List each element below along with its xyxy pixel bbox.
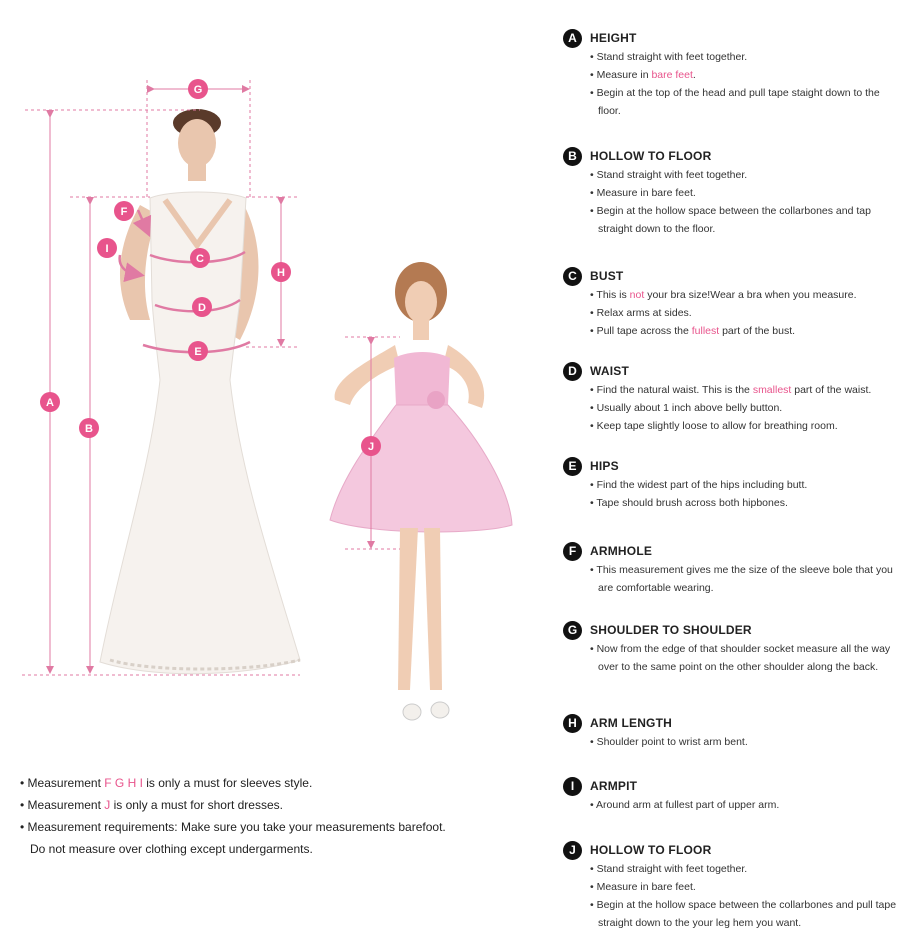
section-title: HOLLOW TO FLOOR <box>590 149 712 163</box>
bullet: • Stand straight with feet together. <box>590 169 748 181</box>
measurement-illustration <box>0 0 560 760</box>
section-armhole <box>563 541 903 597</box>
section-title: ARMHOLE <box>590 544 653 558</box>
bullet: • Find the widest part of the hips including butt. <box>590 479 808 491</box>
badge-g <box>188 79 208 99</box>
section-title: BUST <box>590 269 624 283</box>
bullet: • Begin at the top of the head and pull tape staight down to the floor. <box>590 87 880 117</box>
bride-figure <box>100 109 300 674</box>
svg-text:J: J <box>367 441 375 453</box>
section-title: ARMPIT <box>590 779 638 793</box>
bullet: • Stand straight with feet together. <box>590 863 748 875</box>
svg-text:F: F <box>120 206 128 218</box>
note-item: • Measurement F G H I is only a must for sleeves style. <box>20 776 313 790</box>
letter-h-badge: H <box>563 714 582 733</box>
letter-j-badge: J <box>563 841 582 860</box>
bullet: • Measure in bare feet. <box>590 881 696 893</box>
section-armpit <box>563 776 903 814</box>
bullet: • Keep tape slightly loose to allow for breathing room. <box>590 420 838 432</box>
badge-b <box>79 418 99 438</box>
bullet: • Shoulder point to wrist arm bent. <box>590 736 748 748</box>
svg-text:I: I <box>105 243 109 255</box>
svg-text:G: G <box>193 84 203 96</box>
section-height <box>563 28 903 120</box>
bullet: • Begin at the hollow space between the collarbones and pull tape straight down to the your leg hem you want. <box>590 899 897 929</box>
badge-j <box>361 436 381 456</box>
bullet: • Begin at the hollow space between the collarbones and tap straight down to the floor. <box>590 205 871 235</box>
badge-a <box>40 392 60 412</box>
bullet: • Pull tape across the fullest part of the bust. <box>590 325 796 337</box>
bullet: • This is not your bra size!Wear a bra when you measure. <box>590 289 857 301</box>
letter-i-badge: I <box>563 777 582 796</box>
bullet: • Usually about 1 inch above belly button. <box>590 402 783 414</box>
letter-b-badge: B <box>563 147 582 166</box>
bullet: • Now from the edge of that shoulder socket measure all the way over to the same point on the other shoulder along the back. <box>590 643 891 673</box>
svg-text:A: A <box>46 397 54 409</box>
section-shoulder-to-shoulder <box>563 620 903 676</box>
svg-text:D: D <box>198 302 206 314</box>
letter-c-badge: C <box>563 267 582 286</box>
section-title: HOLLOW TO FLOOR <box>590 843 712 857</box>
svg-text:H: H <box>277 267 285 279</box>
measurement-notes <box>20 772 446 860</box>
svg-text:E: E <box>194 346 202 358</box>
bullet: • Relax arms at sides. <box>590 307 692 319</box>
bullet: • Measure in bare feet. <box>590 187 696 199</box>
badge-d <box>192 297 212 317</box>
badge-i <box>97 238 117 258</box>
badge-c <box>190 248 210 268</box>
section-title: HIPS <box>590 459 619 473</box>
note-item: Do not measure over clothing except undergarments. <box>30 842 313 856</box>
section-title: HEIGHT <box>590 31 637 45</box>
badge-f <box>114 201 134 221</box>
section-arm-length <box>563 713 903 751</box>
section-hollow-to-floor <box>563 146 903 238</box>
svg-text:C: C <box>196 253 204 265</box>
bullet: • Stand straight with feet together. <box>590 51 748 63</box>
badge-h <box>271 262 291 282</box>
short-dress-figure <box>330 262 512 720</box>
section-title: SHOULDER TO SHOULDER <box>590 623 752 637</box>
letter-e-badge: E <box>563 457 582 476</box>
letter-g-badge: G <box>563 621 582 640</box>
badge-e <box>188 341 208 361</box>
svg-text:B: B <box>85 423 93 435</box>
section-waist <box>563 361 903 435</box>
section-hips <box>563 456 903 512</box>
bullet: • Measure in bare feet. <box>590 69 696 81</box>
note-item: • Measurement requirements: Make sure you take your measurements barefoot. <box>20 820 446 834</box>
bullet: • Tape should brush across both hipbones. <box>590 497 788 509</box>
letter-a-badge: A <box>563 29 582 48</box>
bullet: • Around arm at fullest part of upper arm. <box>590 799 780 811</box>
letter-f-badge: F <box>563 542 582 561</box>
section-title: WAIST <box>590 364 629 378</box>
section-bust <box>563 266 903 340</box>
note-item: • Measurement J is only a must for short dresses. <box>20 798 283 812</box>
section-title: ARM LENGTH <box>590 716 672 730</box>
section-hollow-to-floor-short <box>563 840 903 932</box>
bullet: • Find the natural waist. This is the smallest part of the waist. <box>590 384 872 396</box>
letter-d-badge: D <box>563 362 582 381</box>
bullet: • This measurement gives me the size of the sleeve bole that you are comfortable wearing. <box>590 564 893 594</box>
